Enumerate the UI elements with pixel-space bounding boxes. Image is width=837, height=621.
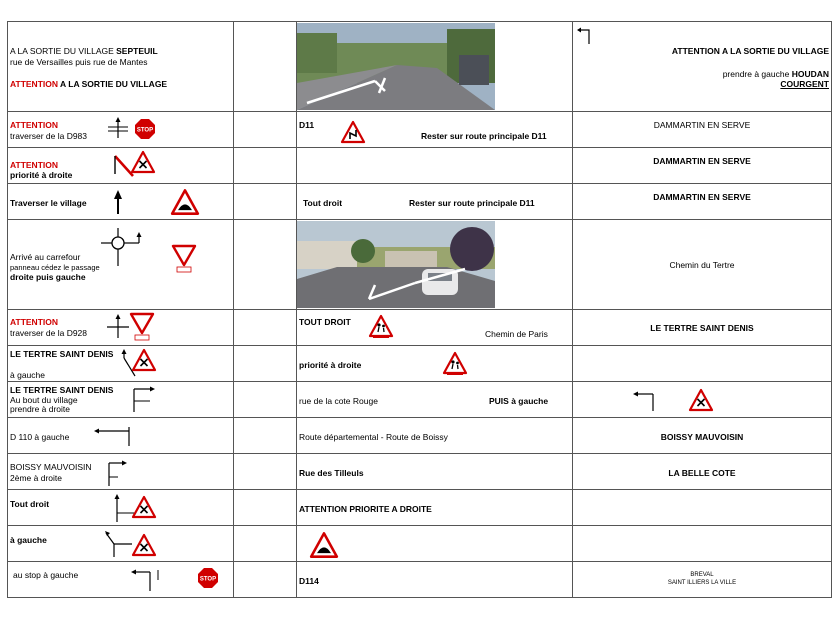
- notes-cell: [234, 148, 297, 184]
- town-name: SAINT ILLIERS LA VILLE: [667, 580, 737, 586]
- children-warning-icon: [369, 315, 393, 339]
- table-row: [8, 310, 832, 346]
- route-cell: [297, 184, 573, 220]
- route-cell: [297, 454, 573, 490]
- notes-cell: [234, 454, 297, 490]
- direction-cell: [8, 310, 234, 346]
- svg-text:STOP: STOP: [199, 576, 217, 583]
- route-cell: [297, 526, 573, 562]
- town-name: BOISSY MAUVOISIN: [10, 462, 92, 472]
- photo-cell: [297, 220, 573, 310]
- priority-right-warning-icon: [131, 151, 155, 173]
- direction-cell: [8, 382, 234, 418]
- route-cell: [297, 310, 573, 346]
- instruction-text: prendre à gauche: [722, 69, 792, 79]
- road-name: D114: [299, 576, 319, 586]
- instruction-text: Tout droit: [10, 499, 50, 509]
- tee-left-arrow-icon: [93, 423, 133, 447]
- instruction-text: traverser de la D928: [10, 328, 88, 338]
- notes-cell: [234, 562, 297, 598]
- route-cell: [297, 346, 573, 382]
- instruction-text: A LA SORTIE DU VILLAGE: [58, 79, 168, 89]
- direction-cell: [8, 490, 234, 526]
- destination-cell: [573, 22, 832, 112]
- attention-label: ATTENTION: [10, 79, 59, 89]
- intersection-photo: [297, 23, 495, 110]
- priority-right-warning-icon: [132, 496, 156, 518]
- instruction-text: Arrivé au carrefour: [10, 252, 81, 262]
- attention-label: ATTENTION: [10, 317, 59, 327]
- straight-arrow-icon: [113, 189, 123, 215]
- straight-crossing-arrow-icon: [106, 116, 130, 140]
- attention-label: ATTENTION: [10, 160, 59, 170]
- instruction-text: à gauche: [10, 535, 47, 545]
- instruction-text: Rester sur route principale D11: [421, 131, 547, 141]
- speed-bump-warning-icon: [310, 532, 338, 558]
- direction-cell: [8, 526, 234, 562]
- destination-text: LA BELLE COTE: [668, 468, 736, 478]
- direction-cell: [8, 112, 234, 148]
- destination-cell: [573, 112, 832, 148]
- speed-bump-warning-icon: [171, 189, 199, 215]
- instruction-text: 2ème à droite: [10, 473, 62, 483]
- route-cell: [297, 112, 573, 148]
- notes-cell: [234, 184, 297, 220]
- tee-left-arrow-icon: [130, 566, 162, 592]
- instruction-text: à gauche: [10, 370, 45, 380]
- destination-text: LE TERTRE SAINT DENIS: [650, 323, 754, 333]
- instruction-text: priorité à droite: [10, 170, 73, 180]
- destination-text: DAMMARTIN EN SERVE: [653, 120, 751, 130]
- route-cell: [297, 562, 573, 598]
- direction-cell: [8, 418, 234, 454]
- bend-warning-icon: [341, 121, 365, 143]
- direction-cell: [8, 148, 234, 184]
- instruction-text: Au bout du village: [10, 395, 78, 405]
- table-row: [8, 562, 832, 598]
- destination-cell: [573, 490, 832, 526]
- tee-right-arrow-icon: [130, 385, 156, 413]
- instruction-text: ATTENTION PRIORITE A DROITE: [299, 504, 432, 514]
- road-name: D11: [299, 120, 315, 130]
- direction-cell: [8, 22, 234, 112]
- notes-cell: [234, 346, 297, 382]
- photo-cell: [297, 22, 573, 112]
- notes-cell: [234, 382, 297, 418]
- table-row: [8, 112, 832, 148]
- destination-cell: [573, 346, 832, 382]
- roadbook-table: [7, 21, 832, 598]
- notes-cell: [234, 22, 297, 112]
- instruction-text: PUIS à gauche: [489, 396, 549, 406]
- street-text: Rue des Tilleuls: [299, 468, 364, 478]
- priority-right-warning-icon: [689, 389, 713, 411]
- tee-left-arrow-icon: [633, 388, 657, 412]
- instruction-text: priorité à droite: [299, 360, 362, 370]
- direction-cell: [8, 184, 234, 220]
- instruction-text: prendre à droite: [10, 404, 71, 414]
- street-text: rue de Versailles puis rue de Mantes: [10, 57, 148, 67]
- instruction-text: TOUT DROIT: [299, 317, 351, 327]
- instruction-text: Traverser le village: [10, 198, 87, 208]
- town-name: COURGENT: [780, 79, 829, 89]
- table-row: [8, 454, 832, 490]
- town-name: LE TERTRE SAINT DENIS: [10, 385, 114, 395]
- notes-cell: [234, 112, 297, 148]
- route-cell: [297, 382, 573, 418]
- instruction-text: droite puis gauche: [10, 272, 86, 282]
- route-cell: [297, 148, 573, 184]
- table-row: [8, 220, 832, 310]
- destination-text: BOISSY MAUVOISIN: [660, 432, 744, 442]
- destination-text: ATTENTION A LA SORTIE DU VILLAGE: [671, 46, 829, 56]
- direction-cell: [8, 562, 234, 598]
- destination-text: DAMMARTIN EN SERVE: [653, 156, 751, 166]
- attention-label: ATTENTION: [10, 120, 59, 130]
- stop-sign-icon: [135, 119, 155, 139]
- town-name: SEPTEUIL: [116, 46, 158, 56]
- stop-sign-icon: [198, 568, 218, 588]
- notes-cell: [234, 490, 297, 526]
- notes-cell: [234, 418, 297, 454]
- street-text: rue de la cote Rouge: [299, 396, 378, 406]
- town-name: BREVAL: [690, 572, 714, 578]
- notes-cell: [234, 310, 297, 346]
- priority-right-warning-icon: [132, 534, 156, 556]
- table-row: [8, 526, 832, 562]
- straight-crossing-arrow-icon: [106, 313, 130, 339]
- street-text: Chemin de Paris: [485, 329, 548, 339]
- instruction-text: Rester sur route principale D11: [409, 198, 535, 208]
- destination-cell: [573, 526, 832, 562]
- town-name: LE TERTRE SAINT DENIS: [10, 349, 114, 359]
- destination-cell: [573, 382, 832, 418]
- instruction-text: D 110 à gauche: [10, 432, 70, 442]
- instruction-text: Tout droit: [303, 198, 343, 208]
- carrefour-photo: [297, 221, 495, 308]
- destination-cell: [573, 220, 832, 310]
- yield-sign-icon: [172, 245, 196, 273]
- instruction-text: A LA SORTIE DU VILLAGE: [10, 46, 117, 56]
- children-warning-icon: [443, 352, 467, 376]
- table-row: [8, 418, 832, 454]
- priority-right-warning-icon: [132, 349, 156, 371]
- table-row: [8, 22, 832, 112]
- notes-cell: [234, 526, 297, 562]
- instruction-text: traverser de la D983: [10, 131, 88, 141]
- road-name: Route départemental - Route de Boissy: [299, 432, 448, 442]
- direction-cell: [8, 454, 234, 490]
- destination-text: DAMMARTIN EN SERVE: [653, 192, 751, 202]
- table-row: [8, 346, 832, 382]
- destination-text: Chemin du Tertre: [669, 260, 735, 270]
- instruction-text: au stop à gauche: [13, 570, 79, 580]
- town-name: HOUDAN: [791, 69, 829, 79]
- table-row: [8, 148, 832, 184]
- second-right-arrow-icon: [104, 457, 130, 487]
- roundabout-diagram-icon: [101, 224, 149, 268]
- destination-cell: [573, 148, 832, 184]
- table-row: [8, 490, 832, 526]
- table-row: [8, 184, 832, 220]
- instruction-text: panneau cédez le passage: [10, 263, 100, 272]
- destination-cell: [573, 562, 832, 598]
- route-cell: [297, 418, 573, 454]
- destination-cell: [573, 184, 832, 220]
- direction-cell: [8, 220, 234, 310]
- notes-cell: [234, 220, 297, 310]
- svg-text:STOP: STOP: [136, 127, 154, 134]
- yield-sign-icon: [130, 313, 154, 341]
- table-row: [8, 382, 832, 418]
- destination-cell: [573, 310, 832, 346]
- destination-cell: [573, 454, 832, 490]
- route-cell: [297, 490, 573, 526]
- destination-cell: [573, 418, 832, 454]
- turn-left-arrow-icon: [577, 26, 591, 46]
- direction-cell: [8, 346, 234, 382]
